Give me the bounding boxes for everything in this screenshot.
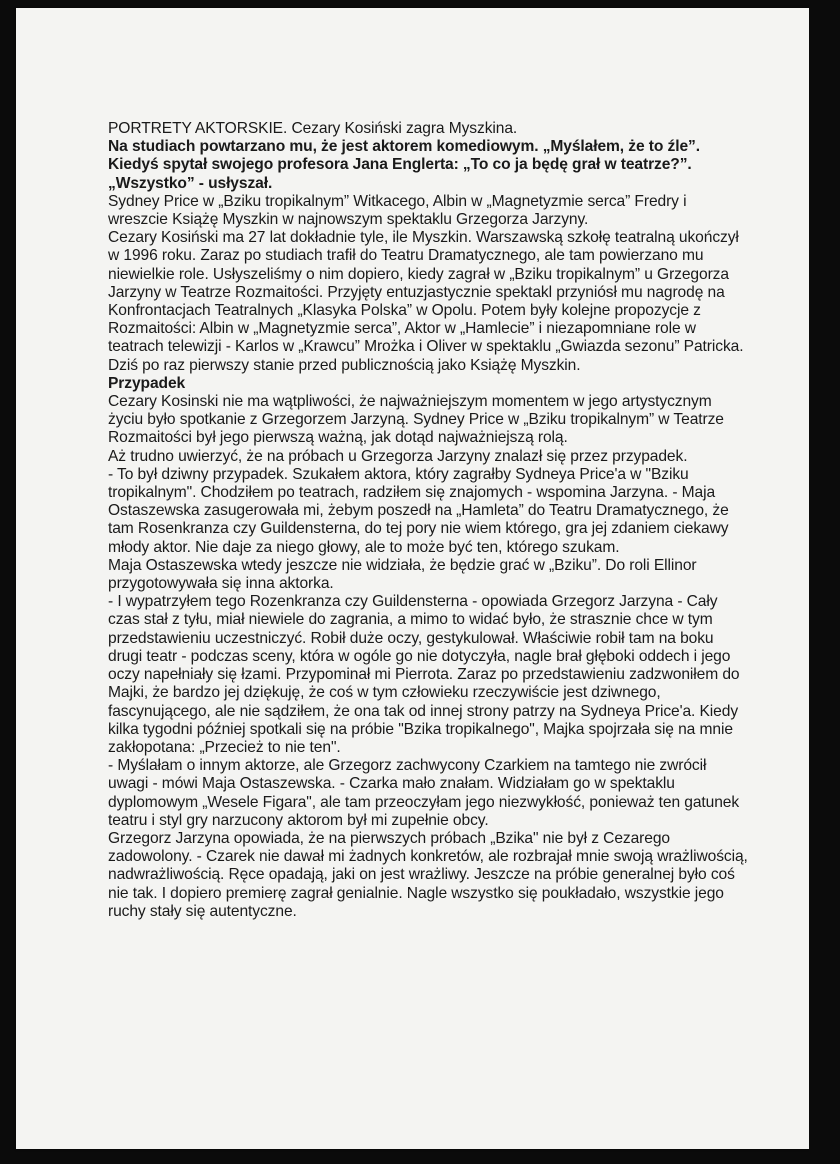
paragraph: Maja Ostaszewska wtedy jeszcze nie widziała, że będzie grać w „Bziku”. Do roli Ellinor przygotowywała się inna aktorka.	[108, 556, 697, 593]
section-heading: Przypadek	[108, 374, 186, 392]
article-lead: Na studiach powtarzano mu, że jest aktorem komediowym. „Myślałem, że to źle”. Kiedyś spytał swojego profesora Jana Englerta: „To co ja będę grał w teatrze?”. „Wszystko” - usłyszał.	[108, 138, 700, 192]
article-headline: PORTRETY AKTORSKIE. Cezary Kosiński zagra Myszkina.	[108, 120, 518, 137]
article-text	[108, 120, 748, 921]
scan-border	[809, 0, 840, 1164]
paragraph: Cezary Kosinski nie ma wątpliwości, że najważniejszym momentem w jego artystycznym życiu było spotkanie z Grzegorzem Jarzyną. Sydney Price w „Bziku tropikalnym” w Teatrze Rozmaitości był jego pierwszą ważną, jak dotąd najważniejszą rolą.	[108, 393, 724, 447]
paragraph: - Myślałam o innym aktorze, ale Grzegorz zachwycony Czarkiem na tamtego nie zwrócił uwagi - mówi Maja Ostaszewska. - Czarka mało znałam. Widziałam go w spektaklu dyplomowym „Wesele Figara", ale tam przeoczyłam jego niezwykłość, ponieważ ten gatunek teatru i styl gry narzucony aktorom był mi zupełnie obcy.	[108, 757, 740, 829]
paragraph: - To był dziwny przypadek. Szukałem aktora, który zagrałby Sydneya Price'a w "Bziku tropikalnym". Chodziłem po teatrach, radziłem się znajomych - wspomina Jarzyna. - Maja Ostaszewska zasugerowała mi, żebym poszedł na „Hamleta” do Teatru Dramatycznego, że tam Rosenkranza czy Guildensterna, do tej pory nie wiem którego, gra jej zdaniem ciekawy młody aktor. Nie daje za niego głowy, ale to może być ten, którego szukam.	[108, 465, 729, 556]
paragraph: Cezary Kosiński ma 27 lat dokładnie tyle, ile Myszkin. Warszawską szkołę teatralną ukończył w 1996 roku. Zaraz po studiach trafił do Teatru Dramatycznego, ale tam powierzano mu niewielkie role. Usłyszeliśmy o nim dopiero, kiedy zagrał w „Bziku tropikalnym” u Grzegorza Jarzyny w Teatrze Rozmaitości. Przyjęty entuzjastycznie spektakl przyniósł mu nagrodę na Konfrontacjach Teatralnych „Klasyka Polska” w Opolu. Potem były kolejne propozycje z Rozmaitości: Albin w „Magnetyzmie serca”, Aktor w „Hamlecie” i niezapomniane role w teatrach telewizji - Karlos w „Krawcu” Mrożka i Oliver w spektaklu „Gwiazda sezonu” Patricka. Dziś po raz pierwszy stanie przed publicznością jako Książę Myszkin.	[108, 229, 744, 374]
paragraph: Aż trudno uwierzyć, że na próbach u Grzegorza Jarzyny znalazł się przez przypadek.	[108, 447, 688, 465]
paragraph: Grzegorz Jarzyna opowiada, że na pierwszych próbach „Bzika" nie był z Cezarego zadowolony. - Czarek nie dawał mi żadnych konkretów, ale rozbrajał mnie swoją wrażliwością, nadwrażliwością. Ręce opadają, jaki on jest wrażliwy. Jeszcze na próbie generalnej było coś nie tak. I dopiero premierę zagrał genialnie. Nagle wszystko się poukładało, wszystkie jego ruchy stały się autentyczne.	[108, 829, 748, 920]
paragraph: - I wypatrzyłem tego Rozenkranza czy Guildensterna - opowiada Grzegorz Jarzyna - Cały czas stał z tyłu, miał niewiele do zagrania, a mimo to widać było, że strasznie chce w tym przedstawieniu uczestniczyć. Robił duże oczy, gestykulował. Właściwie robił tam na boku drugi teatr - podczas sceny, która w ogóle go nie dotyczyła, nagle brał głęboki oddech i jego oczy napełniały się łzami. Przypominał mi Pierrota. Zaraz po przedstawieniu zadzwoniłem do Majki, że bardzo jej dziękuję, że coś w tym człowieku rzeczywiście jest dziwnego, fascynującego, ale nie sądziłem, że ona tak od innej strony patrzy na Sydneya Price'a. Kiedy kilka tygodni później spotkali się na próbie "Bzika tropikalnego", Majka spojrzała się na mnie zakłopotana: „Przecież to nie ten".	[108, 593, 740, 756]
paragraph: Sydney Price w „Bziku tropikalnym” Witkacego, Albin w „Magnetyzmie serca” Fredry i wreszcie Książę Myszkin w najnowszym spektaklu Grzegorza Jarzyny.	[108, 192, 687, 229]
